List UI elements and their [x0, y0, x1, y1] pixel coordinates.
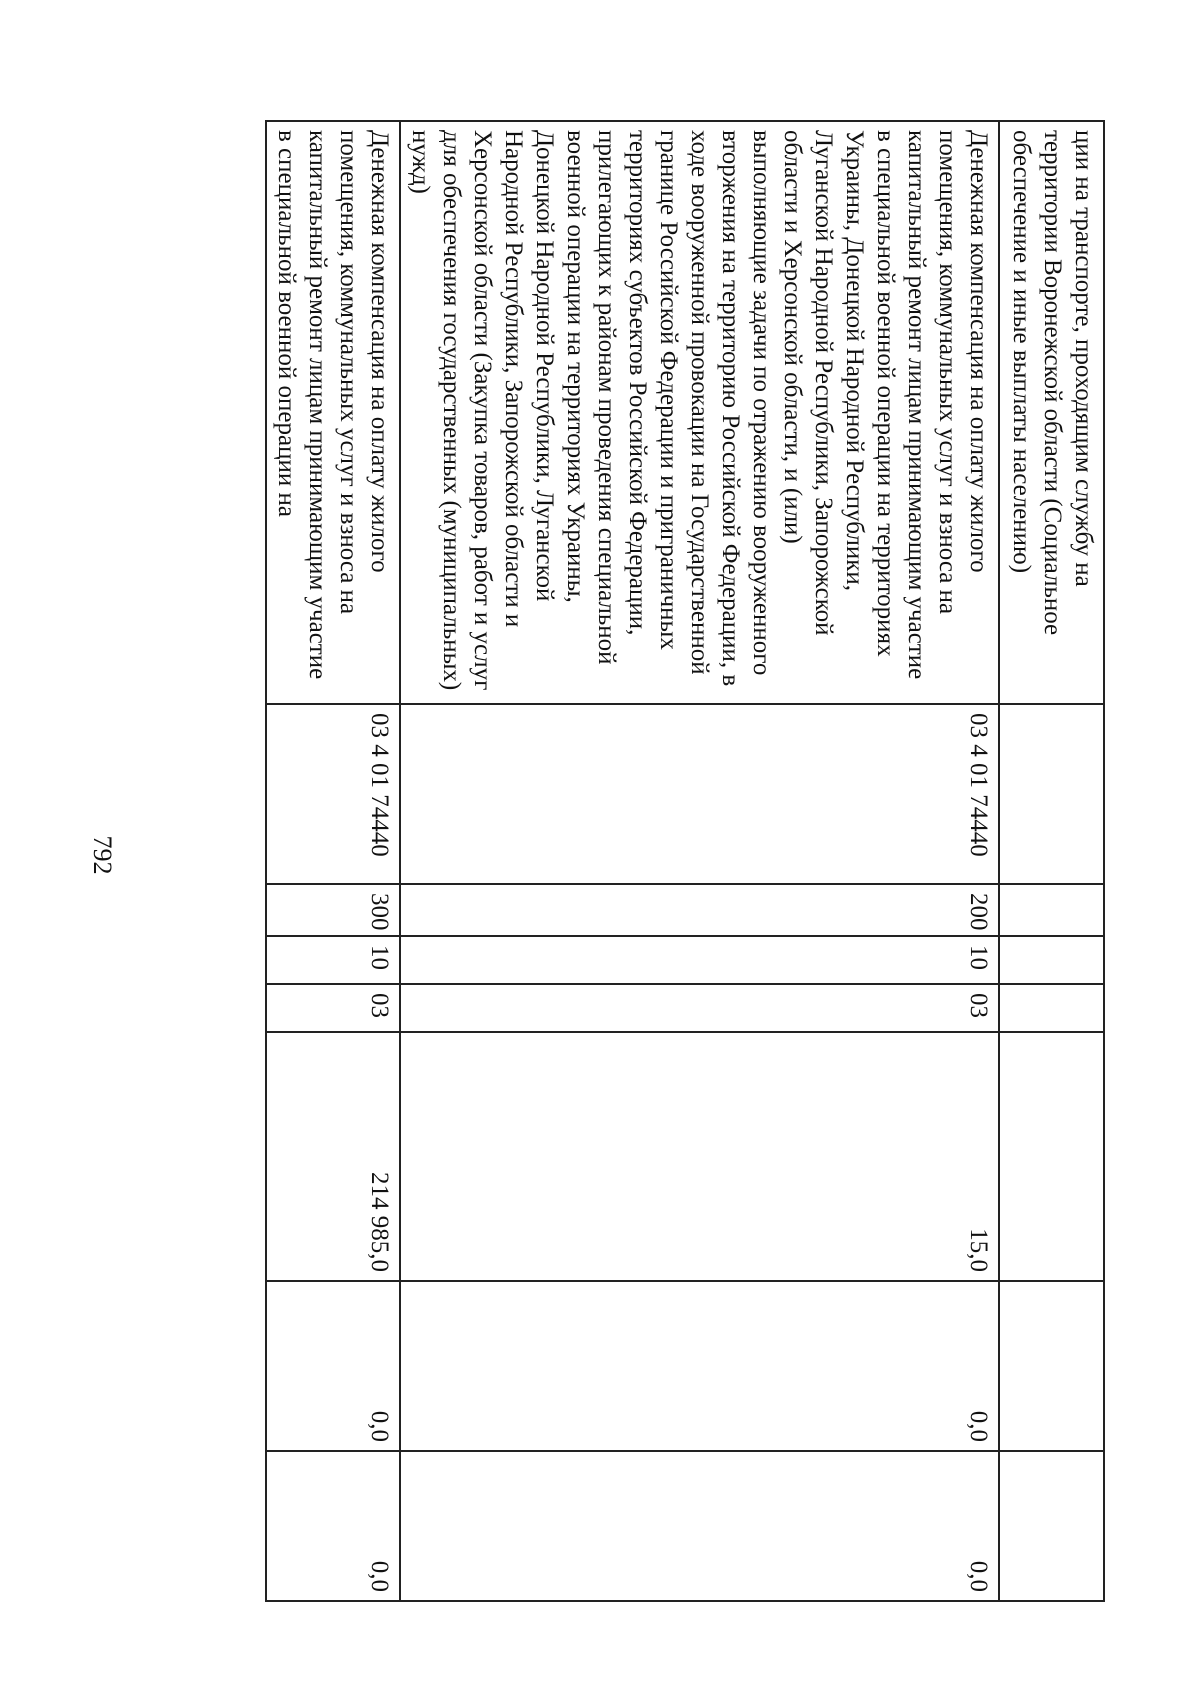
table-row: [999, 121, 1104, 1601]
pr-cell: 03: [400, 984, 999, 1032]
vr-cell: 200: [400, 884, 999, 936]
amount2-cell: [999, 1281, 1104, 1451]
row-name-cell: Денежная компенсация на оплату жилого помещения, коммунальных услуг и взноса на капитальный ремонт лицам принимающим участие в специальной военной операции на территориях Украины, Донецкой Народной Республики, Луганской Народной Республики, Запорожской области и Херсонской области, и (или) выполняющие задачи по отражению вооруженного вторжения на территорию Российской Федерации, в ходе вооруженной провокации на Государственной границе Российской Федерации и приграничных территориях субъектов Российской Федерации, прилегающих к районам проведения специальной военной операции на территориях Украины, Донецкой Народной Республики, Луганской Народной Республики, Запорожской области и Херсонской области (Закупка товаров, работ и услуг для обеспечения государственных (муниципальных) нужд): [400, 121, 999, 704]
page-number: 792: [88, 835, 117, 875]
table-row: [400, 121, 999, 1601]
vr-cell: [999, 884, 1104, 936]
rotated-page-content: [205, 120, 1105, 1600]
csr-cell: 03 4 01 74440: [266, 704, 400, 884]
amount3-cell: 0,0: [400, 1451, 999, 1601]
amount1-cell: [999, 1032, 1104, 1281]
csr-cell: [999, 704, 1104, 884]
table-row: [266, 121, 400, 1601]
rz-cell: 10: [266, 936, 400, 984]
pr-cell: [999, 984, 1104, 1032]
row-name-cell: Денежная компенсация на оплату жилого помещения, коммунальных услуг и взноса на капитальный ремонт лицам принимающим участие в специальной военной операции на: [266, 121, 400, 704]
pr-cell: 03: [266, 984, 400, 1032]
amount1-cell: 214 985,0: [266, 1032, 400, 1281]
vr-cell: 300: [266, 884, 400, 936]
budget-table: [265, 120, 1105, 1602]
amount2-cell: 0,0: [400, 1281, 999, 1451]
rz-cell: 10: [400, 936, 999, 984]
amount3-cell: 0,0: [266, 1451, 400, 1601]
amount3-cell: [999, 1451, 1104, 1601]
rz-cell: [999, 936, 1104, 984]
csr-cell: 03 4 01 74440: [400, 704, 999, 884]
amount2-cell: 0,0: [266, 1281, 400, 1451]
amount1-cell: 15,0: [400, 1032, 999, 1281]
row-name-cell: ции на транспорте, проходящим службу на территории Воронежской области (Социальное обеспечение и иные выплаты населению): [999, 121, 1104, 704]
